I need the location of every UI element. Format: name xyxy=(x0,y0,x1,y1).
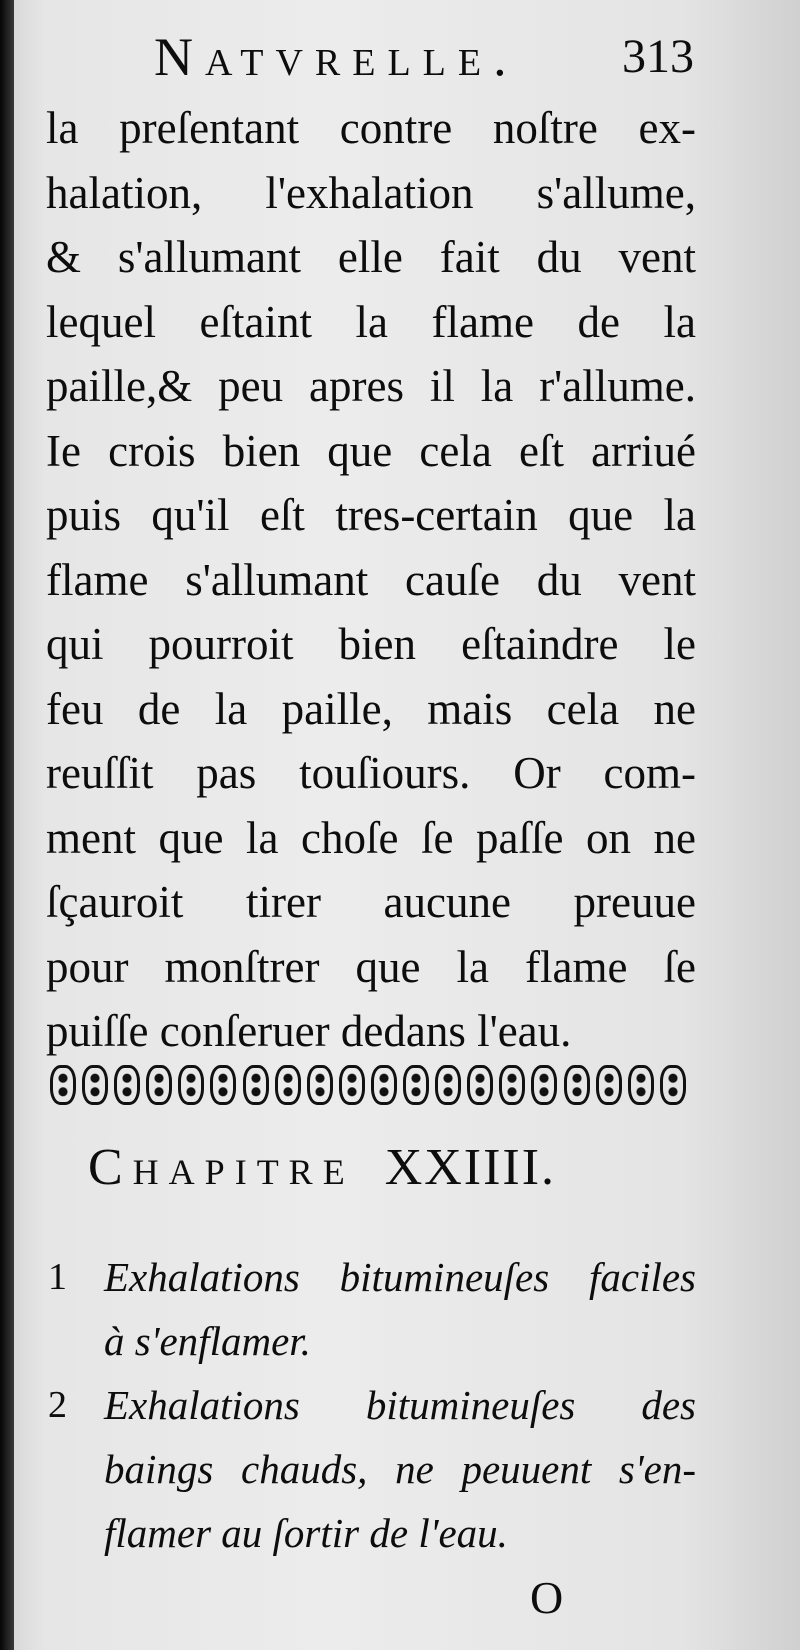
text-line: paille,& peu apres il la r'allume. xyxy=(46,361,696,411)
text-line: reuſſit pas touſiours. Or com- xyxy=(46,748,696,798)
ornament-glyph xyxy=(435,1065,461,1105)
book-page xyxy=(14,0,800,1650)
ornament-glyph xyxy=(210,1065,236,1105)
ornament-glyph xyxy=(243,1065,269,1105)
text-line: feu de la paille, mais cela ne xyxy=(46,683,696,734)
ornament-glyph xyxy=(146,1065,172,1105)
text-line: ſçauroit tirer aucune preuue xyxy=(46,877,696,927)
spine-shadow xyxy=(0,0,14,1650)
ornament-glyph xyxy=(275,1065,301,1105)
summary-line: Exhalations bitumineuſes faciles xyxy=(104,1254,696,1300)
chapter-heading xyxy=(88,1133,556,1203)
text-line: la preſentant contre noſtre ex- xyxy=(46,103,696,153)
ornament-glyph xyxy=(467,1065,493,1105)
text-line: pour monſtrer que la flame ſe xyxy=(46,941,696,992)
ornament-glyph xyxy=(660,1065,686,1105)
ornament-glyph xyxy=(114,1065,140,1105)
ornament-glyph xyxy=(596,1065,622,1105)
text-line: puiſſe conſeruer dedans l'eau. xyxy=(46,1006,572,1056)
ornament-glyph xyxy=(564,1065,590,1105)
body-paragraph xyxy=(46,96,696,1064)
page-header xyxy=(154,22,714,92)
catchword: O xyxy=(530,1572,564,1623)
summary-line: baings chauds, ne peuuent s'en- xyxy=(104,1446,696,1492)
text-line: & s'allumant elle fait du vent xyxy=(46,232,696,282)
chapter-word: Chapitre xyxy=(88,1139,355,1196)
ornament-glyph xyxy=(403,1065,429,1105)
ornament-glyph xyxy=(531,1065,557,1105)
text-line: flame s'allumant cauſe du vent xyxy=(46,554,696,605)
text-line: puis qu'il eſt tres-certain que la xyxy=(46,490,696,540)
ornament-glyph xyxy=(178,1065,204,1105)
ornament-band xyxy=(50,1062,686,1108)
ornament-glyph xyxy=(628,1065,654,1105)
summary-line: flamer au ſortir de l'eau. xyxy=(104,1510,508,1556)
ornament-glyph xyxy=(499,1065,525,1105)
chapter-numeral: XXIIII. xyxy=(384,1139,557,1196)
summary-line: à s'enflamer. xyxy=(104,1318,311,1364)
ornament-glyph xyxy=(307,1065,333,1105)
ornament-glyph xyxy=(50,1065,76,1105)
text-line: Ie crois bien que cela eſt arriué xyxy=(46,425,696,476)
text-line: halation, l'exhalation s'allume, xyxy=(46,167,696,218)
summary-number: 2 xyxy=(48,1384,67,1426)
ornament-glyph xyxy=(82,1065,108,1105)
summary-item xyxy=(46,1373,696,1565)
chapter-summary xyxy=(46,1245,696,1565)
text-line: ment que la choſe ſe paſſe on ne xyxy=(46,812,696,863)
summary-line: Exhalations bitumineuſes des xyxy=(104,1382,696,1428)
running-title: Natvrelle. xyxy=(154,27,519,87)
text-line: qui pourroit bien eſtaindre le xyxy=(46,619,696,669)
text-line: lequel eſtaint la flame de la xyxy=(46,296,696,347)
ornament-glyph xyxy=(339,1065,365,1105)
summary-number: 1 xyxy=(48,1256,67,1298)
summary-item xyxy=(46,1245,696,1373)
ornament-glyph xyxy=(371,1065,397,1105)
page-number: 313 xyxy=(622,30,694,83)
